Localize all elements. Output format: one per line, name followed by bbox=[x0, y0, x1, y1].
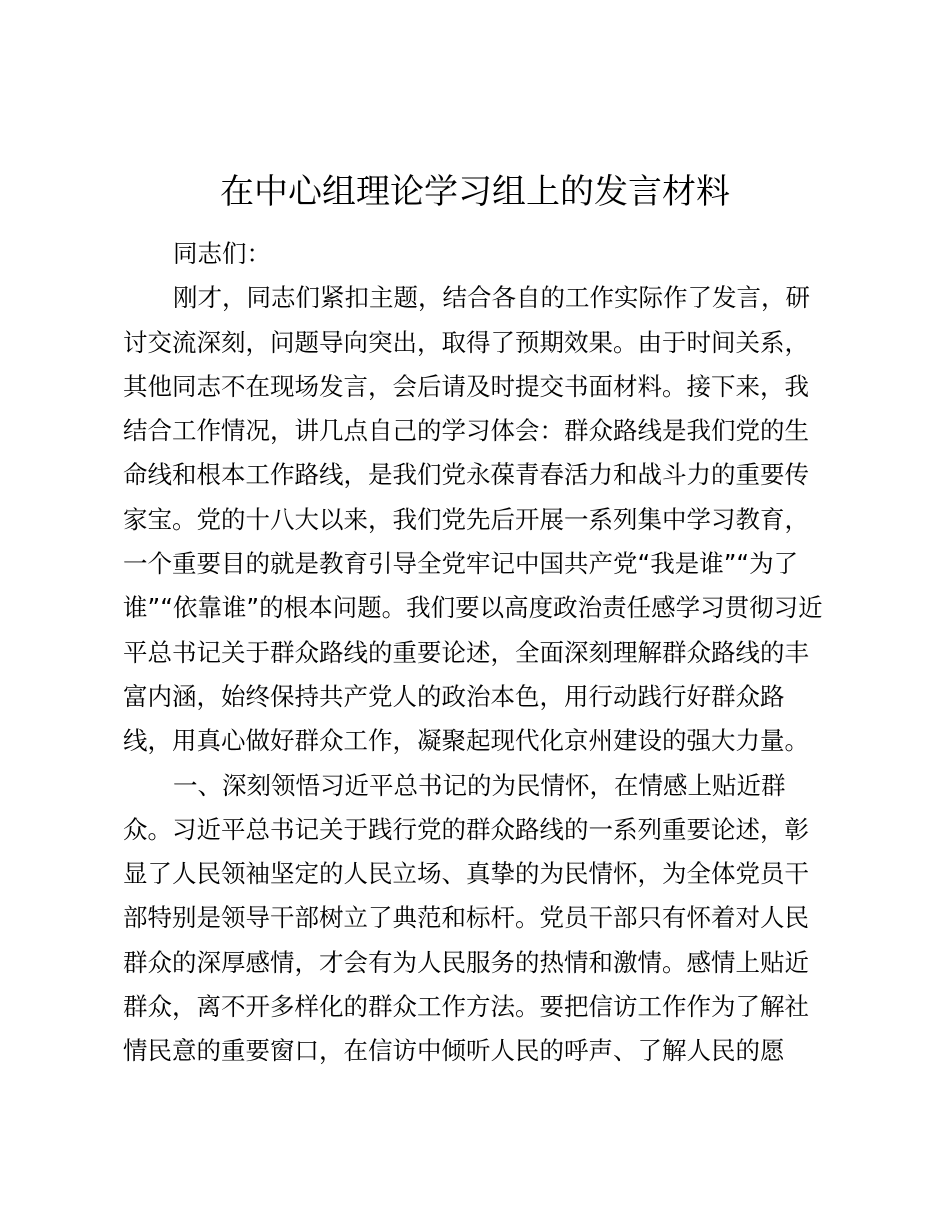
body-line: 一个重要目的就是教育引导全党牢记中国共产党“我是谁”“为了 bbox=[123, 549, 799, 579]
body-line: 刚才，同志们紧扣主题，结合各自的工作实际作了发言，研 bbox=[173, 283, 810, 313]
body-line: 线，用真心做好群众工作，凝聚起现代化京州建设的强大力量。 bbox=[123, 726, 809, 756]
body-line: 命线和根本工作路线，是我们党永葆青春活力和战斗力的重要传 bbox=[123, 460, 809, 490]
body-line: 平总书记关于群众路线的重要论述，全面深刻理解群众路线的丰 bbox=[123, 637, 809, 667]
document-body bbox=[123, 232, 835, 1074]
body-line: 富内涵，始终保持共产党人的政治本色，用行动践行好群众路 bbox=[123, 681, 785, 711]
body-line: 结合工作情况，讲几点自己的学习体会：群众路线是我们党的生 bbox=[123, 416, 809, 446]
body-line: 群众，离不开多样化的群众工作方法。要把信访工作作为了解社 bbox=[123, 992, 809, 1022]
body-line: 众。习近平总书记关于践行党的群众路线的一系列重要论述，彰 bbox=[123, 814, 809, 844]
body-line: 其他同志不在现场发言，会后请及时提交书面材料。接下来，我 bbox=[123, 371, 809, 401]
salutation-line: 同志们： bbox=[173, 239, 271, 268]
body-line: 显了人民领袖坚定的人民立场、真挚的为民情怀，为全体党员干 bbox=[123, 859, 809, 889]
document-title: 在中心组理论学习组上的发言材料 bbox=[220, 172, 730, 212]
body-line: 谁”“依靠谁”的根本问题。我们要以高度政治责任感学习贯彻习近 bbox=[123, 593, 823, 623]
body-line: 部特别是领导干部树立了典范和标杆。党员干部只有怀着对人民 bbox=[123, 903, 809, 933]
section-heading-line: 一、深刻领悟习近平总书记的为民情怀，在情感上贴近群 bbox=[173, 770, 786, 800]
body-line: 讨交流深刻，问题导向突出，取得了预期效果。由于时间关系， bbox=[123, 327, 809, 357]
body-line: 家宝。党的十八大以来，我们党先后开展一系列集中学习教育， bbox=[123, 504, 809, 534]
body-line: 群众的深厚感情，才会有为人民服务的热情和激情。感情上贴近 bbox=[123, 947, 809, 977]
body-line: 情民意的重要窗口，在信访中倾听人民的呼声、了解人民的愿 bbox=[123, 1036, 785, 1066]
